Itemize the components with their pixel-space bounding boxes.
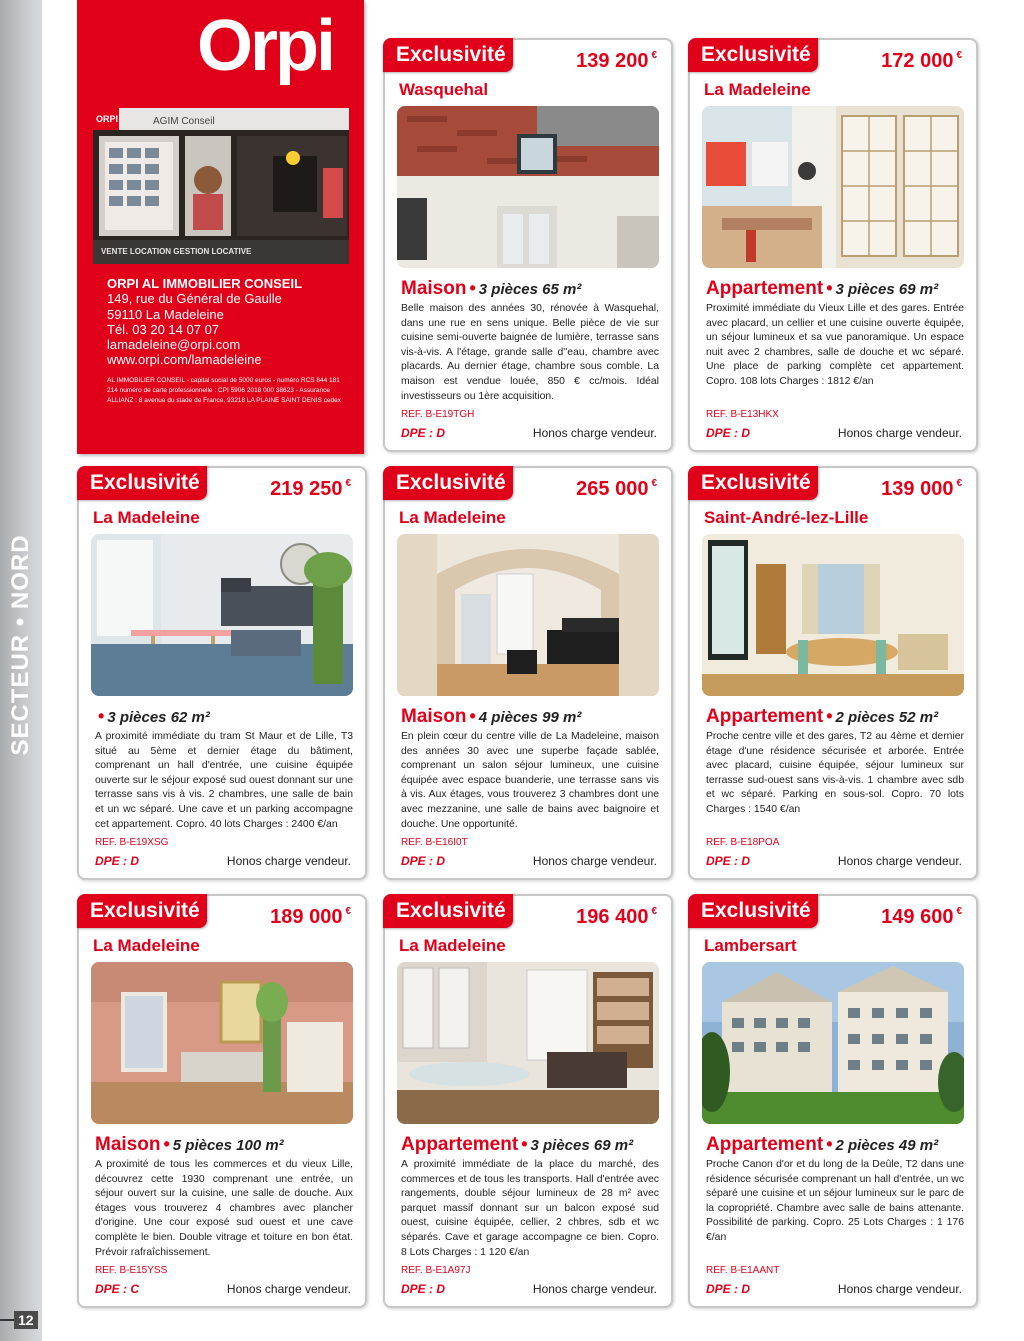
exclusivity-badge: Exclusivité <box>383 466 513 500</box>
page-number: 12 <box>14 1311 38 1329</box>
listing-fees: Honos charge vendeur. <box>837 1282 962 1296</box>
property-rooms-area: 3 pièces 69 m² <box>530 1137 634 1154</box>
listing-photo-image <box>397 534 659 696</box>
listing-photo-image <box>397 106 659 268</box>
headline-separator: • <box>163 1134 170 1154</box>
price-value: 265 000 <box>576 478 649 500</box>
storefront-sign-left: ORPI <box>96 114 119 124</box>
property-type: Maison <box>95 1134 161 1155</box>
price-value: 139 000 <box>881 478 954 500</box>
listing-description: Proche Canon d'or et du long de la Deûle, T2 dans une résidence sécurisée comprenant un hall d'entrée, un wc séparé une cuisine et un séjour lumineux sur le parc de la copropriété. Chambre avec salle de bains attenante. Possibilité de parking. Copro. 25 Lots Charges : 1 176 €/an <box>706 1159 964 1243</box>
listing-headline <box>706 1134 938 1156</box>
listing-card[interactable] <box>77 894 367 1308</box>
sector-sidebar <box>0 0 42 1341</box>
price-value: 196 400 <box>576 906 649 928</box>
property-rooms-area: 3 pièces 65 m² <box>478 281 582 298</box>
listing-fees: Honos charge vendeur. <box>837 426 962 440</box>
storefront-footer: VENTE LOCATION GESTION LOCATIVE <box>101 247 252 256</box>
listing-photo-image <box>91 962 353 1124</box>
listing-reference: REF. B-E13HKX <box>706 409 779 420</box>
listing-price <box>881 478 962 501</box>
exclusivity-badge: Exclusivité <box>688 466 818 500</box>
price-value: 149 600 <box>881 906 954 928</box>
headline-separator: • <box>826 706 833 726</box>
listing-description: Proximité immédiate du Vieux Lille et des gares. Entrée avec placard, un cellier et une cuisine ouverte équipée, un séjour lumineux et sa vue panoramique. Un espace nuit avec 2 chambres, salle de douche et wc séparé. Une place de parking complète cet appartement. Copro. 108 lots Charges : 1812 €/an <box>706 303 964 387</box>
price-currency: € <box>651 906 657 917</box>
listing-price <box>881 50 962 73</box>
price-value: 139 200 <box>576 50 649 72</box>
exclusivity-badge: Exclusivité <box>383 38 513 72</box>
listing-dpe: DPE : D <box>401 1282 446 1296</box>
listing-price <box>576 50 657 73</box>
property-type: Maison <box>401 278 467 299</box>
listing-fees: Honos charge vendeur. <box>837 854 962 868</box>
listing-headline <box>706 278 938 300</box>
listing-price <box>881 906 962 929</box>
listing-photo[interactable] <box>397 106 659 268</box>
price-currency: € <box>956 906 962 917</box>
listing-photo[interactable] <box>91 534 353 696</box>
listing-city: Saint-André-lez-Lille <box>704 508 869 527</box>
price-value: 189 000 <box>270 906 343 928</box>
listing-reference: REF. B-E1AANT <box>706 1265 780 1276</box>
listing-photo-image <box>702 534 964 696</box>
listing-card[interactable] <box>688 466 978 880</box>
listing-dpe: DPE : D <box>401 854 446 868</box>
listing-dpe: DPE : D <box>706 854 751 868</box>
agency-email[interactable]: lamadeleine@orpi.com <box>107 337 241 353</box>
listing-photo[interactable] <box>702 534 964 696</box>
listing-headline <box>401 1134 633 1156</box>
listing-dpe: DPE : D <box>706 426 751 440</box>
listing-reference: REF. B-E1A97J <box>401 1265 471 1276</box>
price-currency: € <box>345 906 351 917</box>
listing-price <box>270 906 351 929</box>
listing-city: La Madeleine <box>93 936 200 955</box>
listing-reference: REF. B-E16I0T <box>401 837 468 848</box>
property-type: Appartement <box>706 278 824 299</box>
price-currency: € <box>345 478 351 489</box>
listing-dpe: DPE : D <box>706 1282 751 1296</box>
exclusivity-badge: Exclusivité <box>688 894 818 928</box>
listing-reference: REF. B-E19TGH <box>401 409 475 420</box>
exclusivity-badge: Exclusivité <box>77 894 207 928</box>
listing-photo[interactable] <box>702 962 964 1124</box>
agency-name: ORPI AL IMMOBILIER CONSEIL <box>107 276 303 291</box>
agency-website[interactable]: www.orpi.com/lamadeleine <box>107 352 262 368</box>
listing-price <box>576 478 657 501</box>
listing-headline <box>401 278 581 300</box>
property-type: Appartement <box>706 706 824 727</box>
listing-dpe: DPE : C <box>95 1282 140 1296</box>
property-rooms-area: 3 pièces 62 m² <box>107 709 210 726</box>
listing-headline <box>401 706 581 728</box>
property-rooms-area: 2 pièces 52 m² <box>835 709 939 726</box>
price-value: 172 000 <box>881 50 954 72</box>
headline-separator: • <box>98 706 105 726</box>
page-number-rule <box>0 1319 14 1321</box>
listing-photo[interactable] <box>397 962 659 1124</box>
listing-headline <box>706 706 938 728</box>
listing-fees: Honos charge vendeur. <box>226 1282 351 1296</box>
listing-reference: REF. B-E19XSG <box>95 837 169 848</box>
listing-description: A proximité de tous les commerces et du vieux Lille, découvrez cette 1930 comprenant une entrée, un séjour ouvert sur la cuisine, une salle de douche. Aux étages vous trouverez 4 chambres avec plancher d'origine. Une cour exposé sud ouest et une cave complète le bien. Double vitrage et toiture en bon état. Prévoir rafraîchissement. <box>95 1159 353 1258</box>
price-currency: € <box>956 50 962 61</box>
headline-separator: • <box>521 1134 528 1154</box>
agency-address-line-1: 149, rue du Général de Gaulle <box>107 291 282 307</box>
listing-city: La Madeleine <box>704 80 811 99</box>
property-rooms-area: 3 pièces 69 m² <box>835 281 939 298</box>
property-type: Appartement <box>401 1134 519 1155</box>
listing-photo-image <box>91 534 353 696</box>
agency-phone[interactable]: Tél. 03 20 14 07 07 <box>107 321 220 337</box>
property-rooms-area: 4 pièces 99 m² <box>478 709 582 726</box>
listing-reference: REF. B-E18POA <box>706 837 780 848</box>
listing-description: A proximité immédiate de la place du marché, des commerces et de tous les transports. Hall d'entrée avec rangements, double séjour lumineux de 28 m² avec parquet massif donnant sur un balcon exposé sud ouest, cuisine équipée, cellier, 2 chbres, sdb et wc séparés. Cave et garage accompagne ce bien. Copro. 8 Lots Charges : 1 120 €/an <box>401 1159 659 1258</box>
listing-description: En plein cœur du centre ville de La Madeleine, maison des années 30 avec une superbe façade sablée, comprenant un salon séjour lumineux, une cuisine équipée avec espace buanderie, une terrasse sans vis à vis. Aux étages, vous trouverez 3 chambres dont une avec mezzanine, une salle de bains avec baignoire et douche. Une opportunité. <box>401 731 659 830</box>
agency-contact <box>107 276 302 368</box>
listing-city: Wasquehal <box>399 80 489 99</box>
listing-card[interactable] <box>383 466 673 880</box>
listing-photo[interactable] <box>397 534 659 696</box>
listing-card[interactable] <box>383 38 673 452</box>
listing-price <box>576 906 657 929</box>
listing-price <box>270 478 351 501</box>
exclusivity-badge: Exclusivité <box>383 894 513 928</box>
listing-fees: Honos charge vendeur. <box>226 854 351 868</box>
exclusivity-badge: Exclusivité <box>77 466 207 500</box>
property-type: Maison <box>401 706 467 727</box>
exclusivity-badge: Exclusivité <box>688 38 818 72</box>
listing-card[interactable] <box>688 38 978 452</box>
listing-description: A proximité immédiate du tram St Maur et de Lille, T3 situé au 5ème et dernier étage du bâtiment, comprenant un hall d'entrée, une cuisine équipée ouverte sur le séjour exposé sud ouest donnant sur une terrasse sans vis à vis. 2 chambres, une salle de bain et un wc séparé. Une cave et un parking accompagne cet appartement. Copro. 40 lots Charges : 2400 €/an <box>95 731 353 830</box>
agency-address-line-2: 59110 La Madeleine <box>107 306 224 322</box>
listing-fees: Honos charge vendeur. <box>532 426 657 440</box>
price-value: 219 250 <box>270 478 343 500</box>
headline-separator: • <box>826 1134 833 1154</box>
listing-dpe: DPE : D <box>401 426 446 440</box>
orpi-logo: Orpi <box>197 6 334 86</box>
listing-description: Belle maison des années 30, rénovée à Wasquehal, dans une rue en sens unique. Belle pièce de vie sur cuisine semi-ouverte baignée de lumière, terrasse sans vis-à-vis. A l'étage, grande salle d''eau, chambre avec placards. Au dernier étage, chambre sous comble. La maison est vendue louée, 850 € cc/mois. Idéal investisseurs ou 1ère acquisition. <box>401 303 659 402</box>
listing-card[interactable] <box>383 894 673 1308</box>
listing-city: La Madeleine <box>399 508 506 527</box>
property-type: Appartement <box>706 1134 824 1155</box>
listing-photo-image <box>702 106 964 268</box>
agency-legal-notice: AL IMMOBILIER CONSEIL - capital social de 5000 euros - numéro RCS 844 181 214 numéro de carte professionnelle : CPI 5906 2018 000 38623 - Assurance ALLIANZ : 8 avenue du stade de France, 93218 LA PLAINE SAINT DENIS cedex <box>107 377 342 404</box>
listing-city: La Madeleine <box>93 508 200 527</box>
listing-city: Lambersart <box>704 936 797 955</box>
listing-fees: Honos charge vendeur. <box>532 1282 657 1296</box>
listing-photo-image <box>397 962 659 1124</box>
listing-card[interactable] <box>77 466 367 880</box>
storefront-sign-main: AGIM Conseil <box>153 116 215 127</box>
listing-fees: Honos charge vendeur. <box>532 854 657 868</box>
listing-description: Proche centre ville et des gares, T2 au 4ème et dernier étage d'une résidence sécurisée et arborée. Entrée avec placard, cuisine équipée, séjour lumineux sur terrasse sud-ouest sans vis-à-vis. 1 chambre avec sdb et wc séparé. Parking en sous-sol. Copro. 70 lots Charges : 1540 €/an <box>706 731 964 815</box>
price-currency: € <box>956 478 962 489</box>
property-rooms-area: 2 pièces 49 m² <box>835 1137 939 1154</box>
agency-storefront-photo <box>93 108 349 264</box>
headline-separator: • <box>469 706 476 726</box>
listing-dpe: DPE : D <box>95 854 140 868</box>
sector-label: SECTEUR • NORD <box>7 534 34 756</box>
listing-card[interactable] <box>688 894 978 1308</box>
listing-reference: REF. B-E15YSS <box>95 1265 168 1276</box>
listing-headline <box>95 706 210 727</box>
listing-photo[interactable] <box>91 962 353 1124</box>
price-currency: € <box>651 478 657 489</box>
property-rooms-area: 5 pièces 100 m² <box>172 1137 284 1154</box>
listing-photo-image <box>702 962 964 1124</box>
listing-headline <box>95 1134 284 1156</box>
price-currency: € <box>651 50 657 61</box>
agency-panel <box>77 0 364 454</box>
headline-separator: • <box>469 278 476 298</box>
listing-photo[interactable] <box>702 106 964 268</box>
listing-city: La Madeleine <box>399 936 506 955</box>
headline-separator: • <box>826 278 833 298</box>
